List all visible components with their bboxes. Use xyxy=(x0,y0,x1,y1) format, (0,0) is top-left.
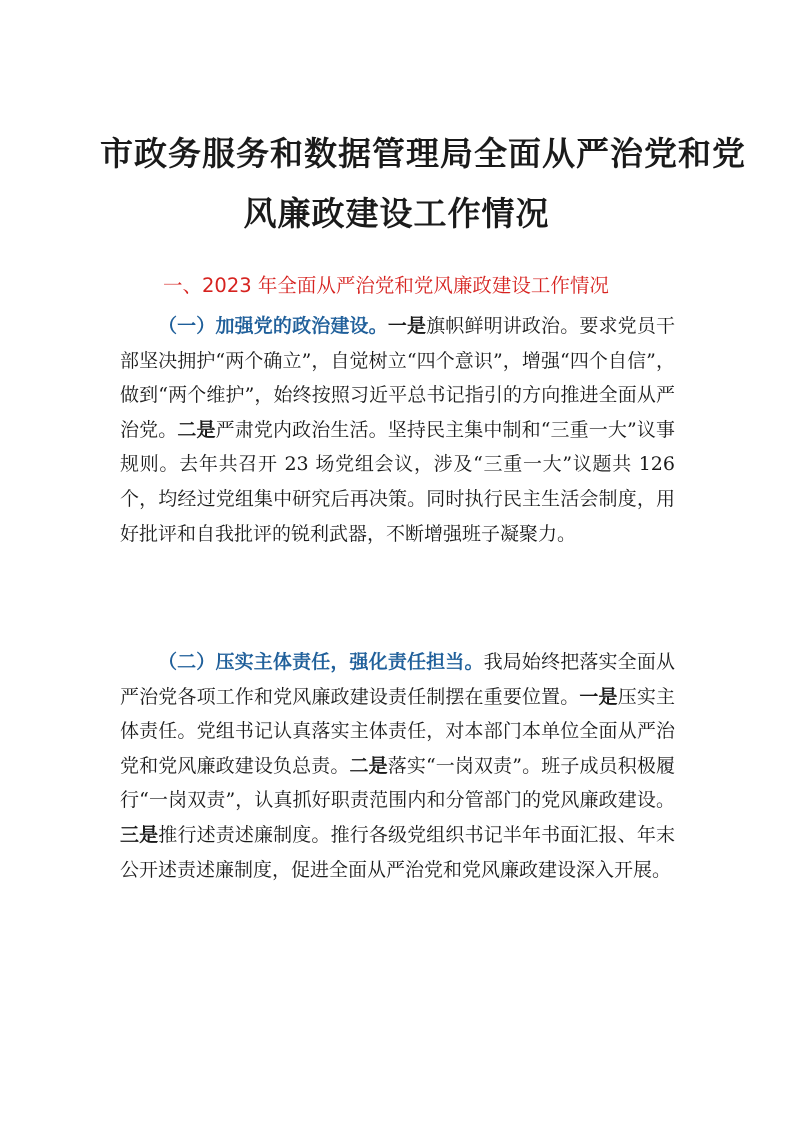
paragraph-political-building xyxy=(120,309,675,551)
paragraph-text: 压实主体责任。党组书记认真落实主体责任，对本部门本单位全面从严治党和党风廉政建设负总责。 xyxy=(120,685,675,777)
key-phrase: 三是 xyxy=(120,823,159,846)
document-title-line-1: 市政务服务和数据管理局全面从严治党和党 xyxy=(100,134,746,173)
paragraph-lead: （二）压实主体责任，强化责任担当。 xyxy=(158,651,484,673)
paragraph-text: 推行述责述廉制度。推行各级党组织书记半年书面汇报、年末公开述责述廉制度，促进全面从严治党和党风廉政建设深入开展。 xyxy=(120,823,675,881)
section-heading: 一、2023 年全面从严治党和党风廉政建设工作情况 xyxy=(163,274,609,297)
paragraph-text: 严肃党内政治生活。坚持民主集中制和“三重一大”议事规则。去年共召开 23 场党组会议，涉及“三重一大”议题共 126 个，均经过党组集中研究后再决策。同时执行民主生活会制度，用好批评和自我批评的锐利武器，不断增强班子凝聚力。 xyxy=(120,418,675,545)
paragraph-lead: （一）加强党的政治建设。 xyxy=(158,315,388,337)
document-title-line-2: 风廉政建设工作情况 xyxy=(243,194,550,233)
paragraph-text: 落实“一岗双责”。班子成员积极履行“一岗双责”，认真抓好职责范围内和分管部门的党风廉政建设。 xyxy=(120,754,675,812)
paragraph-main-responsibility xyxy=(120,645,675,887)
key-phrase: 一是 xyxy=(579,685,618,708)
key-phrase: 二是 xyxy=(349,754,388,777)
key-phrase: 一是 xyxy=(387,315,427,337)
paragraph-text: 旗帜鲜明讲政治。要求党员干部坚决拥护“两个确立”，自觉树立“四个意识”，增强“四个自信”，做到“两个维护”，始终按照习近平总书记指引的方向推进全面从严治党。 xyxy=(120,315,675,441)
key-phrase: 二是 xyxy=(177,418,216,441)
paragraph-text: 我局始终把落实全面从严治党各项工作和党风廉政建设责任制摆在重要位置。 xyxy=(120,651,675,708)
